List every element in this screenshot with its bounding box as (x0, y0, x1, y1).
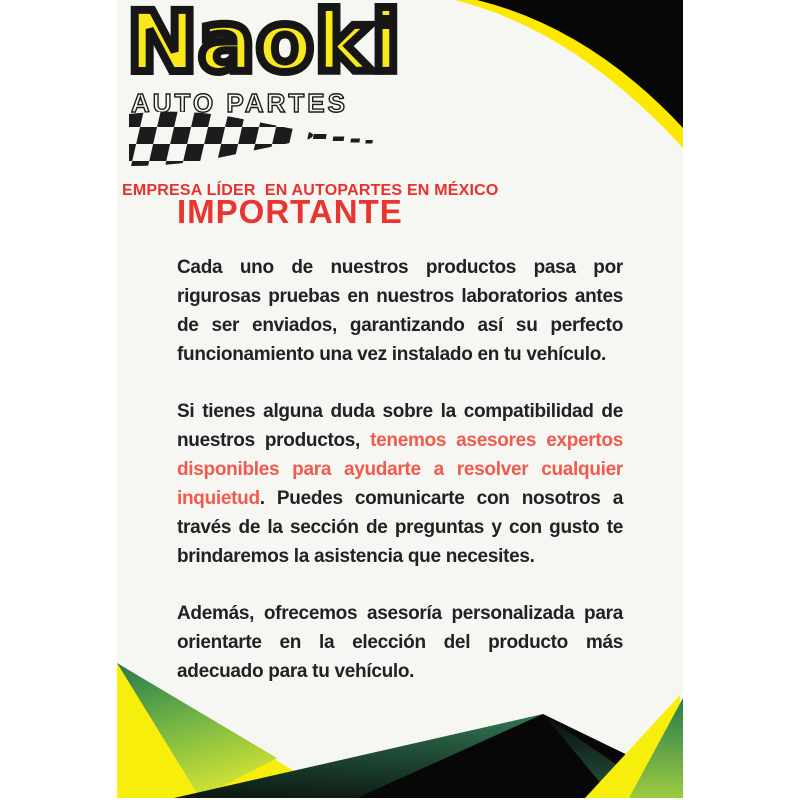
paragraph-quality: Cada uno de nuestros productos pasa por rigurosas pruebas en nuestros laboratorios antes de ser enviados, garantizando así su perfecto funcionamiento una vez instalado en tu vehículo. (177, 257, 623, 365)
paragraph-advice: Además, ofrecemos asesoría personalizada para orientarte en la elección del producto más adecuado para tu vehículo. (177, 603, 623, 682)
checkered-flag-icon (127, 110, 377, 170)
flag-tail-dashes (313, 134, 373, 144)
footer-triangles-decoration (117, 658, 683, 798)
paragraph-support-part2: . Puedes comunicarte con nosotros a través de la sección de preguntas y con gusto te brindaremos la asistencia que necesites. (177, 488, 623, 567)
paragraph-support-part1: Si tienes alguna duda sobre la compatibilidad de nuestros productos, (177, 401, 623, 451)
section-title: IMPORTANTE (177, 193, 403, 230)
paragraph-support (177, 397, 623, 571)
company-tagline: EMPRESA LÍDER EN AUTOPARTES EN MÉXICO (122, 182, 499, 199)
logo-text: Naoki (127, 0, 402, 91)
flyer-page (117, 0, 683, 798)
main-content (177, 194, 623, 714)
paragraph-support-highlight: tenemos asesores expertos disponibles para ayudarte a resolver cualquier inquietud (177, 430, 624, 509)
logo-subtitle: AUTO PARTES (131, 88, 348, 118)
